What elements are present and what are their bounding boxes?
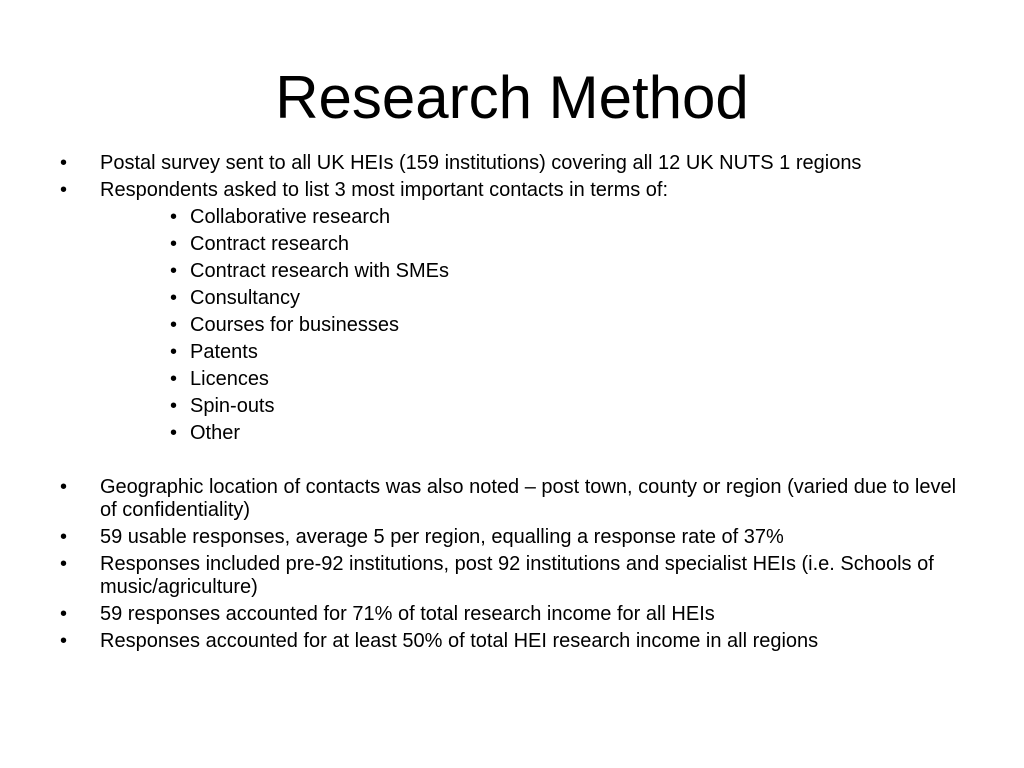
bullet-icon: • [60, 179, 68, 201]
sub-list-item [56, 341, 976, 364]
bullet-icon: • [170, 422, 178, 444]
list-item-text: Postal survey sent to all UK HEIs (159 institutions) covering all 12 UK NUTS 1 regions [100, 152, 862, 174]
sub-list-item-text: Patents [190, 341, 258, 363]
bullet-icon: • [170, 260, 178, 282]
sub-list-item-text: Consultancy [190, 287, 301, 309]
bullet-icon: • [60, 526, 68, 548]
bullet-icon: • [60, 553, 68, 575]
list-item [56, 526, 976, 549]
bullet-icon: • [170, 287, 178, 309]
bullet-icon: • [60, 603, 68, 625]
sub-list-item-text: Contract research [190, 233, 349, 255]
bullet-icon: • [60, 630, 68, 652]
list-item [56, 553, 976, 599]
list-item-text: 59 responses accounted for 71% of total research income for all HEIs [100, 603, 715, 625]
sub-list-item-text: Other [190, 422, 241, 444]
bullet-icon: • [170, 314, 178, 336]
findings-list [56, 476, 976, 653]
bullet-icon: • [170, 233, 178, 255]
bullet-icon: • [60, 476, 68, 498]
sub-list-item-text: Spin-outs [190, 395, 275, 417]
bullet-icon: • [60, 152, 68, 174]
sub-list-item-text: Licences [190, 368, 269, 390]
bullet-icon: • [170, 206, 178, 228]
slide-content [56, 152, 976, 657]
list-item [56, 603, 976, 626]
list-item [56, 630, 976, 653]
list-item [56, 152, 976, 175]
list-item-text: Respondents asked to list 3 most important contacts in terms of: [100, 179, 669, 201]
list-item-text: Geographic location of contacts was also noted – post town, county or region (varied due to level of confidentiality) [100, 476, 957, 521]
sub-list-item [56, 395, 976, 418]
list-item-text: Responses accounted for at least 50% of total HEI research income in all regions [100, 630, 819, 652]
bullet-list [56, 152, 976, 202]
list-item-text: 59 usable responses, average 5 per region, equalling a response rate of 37% [100, 526, 784, 548]
sub-list-item-text: Courses for businesses [190, 314, 399, 336]
sub-list-item [56, 233, 976, 256]
list-item [56, 179, 976, 202]
list-item-text: Responses included pre-92 institutions, post 92 institutions and specialist HEIs (i.e. Schools of music/agriculture) [100, 553, 934, 598]
sub-list-item [56, 287, 976, 310]
spacer [56, 449, 976, 476]
slide-title: Research Method [275, 64, 749, 131]
bullet-icon: • [170, 368, 178, 390]
sub-list-item-text: Contract research with SMEs [190, 260, 449, 282]
sub-list-item [56, 314, 976, 337]
sub-bullet-list [56, 206, 976, 445]
bullet-icon: • [170, 341, 178, 363]
list-item [56, 476, 976, 522]
sub-list-item [56, 260, 976, 283]
bullet-icon: • [170, 395, 178, 417]
sub-list-item [56, 206, 976, 229]
sub-list-item-text: Collaborative research [190, 206, 391, 228]
sub-list-item [56, 422, 976, 445]
sub-list-item [56, 368, 976, 391]
